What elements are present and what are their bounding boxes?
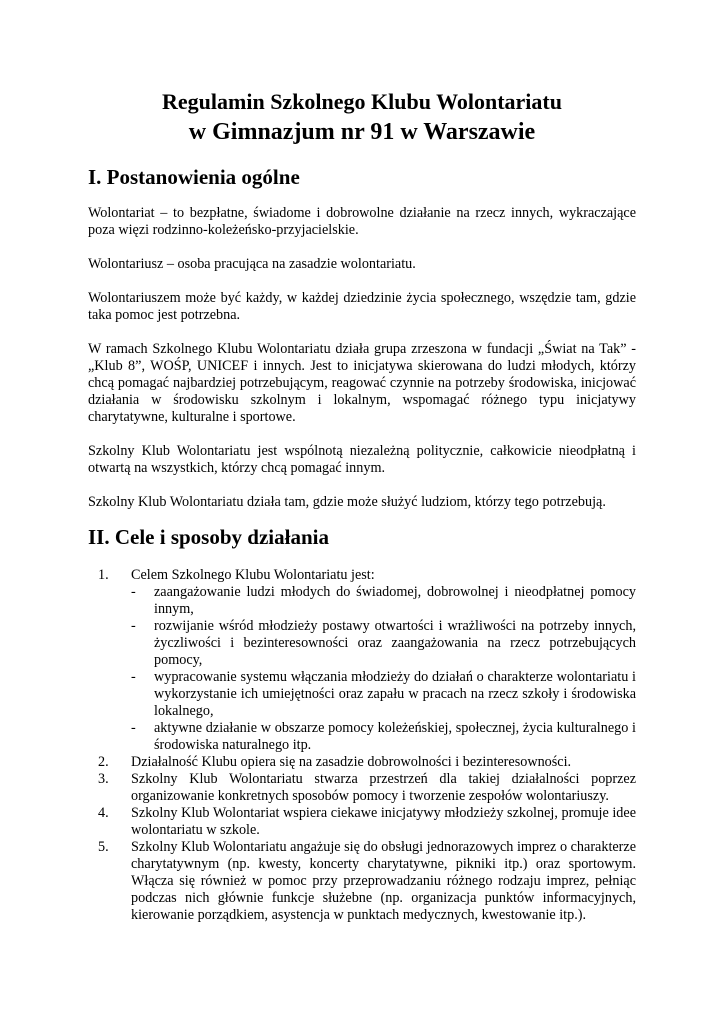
list-item-number: 3. (98, 771, 109, 787)
paragraph-wspolnota: Szkolny Klub Wolontariatu jest wspólnotą niezależną politycznie, całkowicie nieodpłatną i otwartą na wszystkich, którzy chcą pomagać innym. (88, 443, 636, 476)
paragraph-dziala-tam: Szkolny Klub Wolontariatu działa tam, gdzie może służyć ludziom, którzy tego potrzebują. (88, 494, 606, 510)
sub-list-item-text: wypracowanie systemu włączania młodzieży do działań o charakterze wolontariatu i wykorzystanie ich umiejętności oraz zapału w pracach na rzecz szkoły i środowiska lokalnego, (154, 669, 636, 719)
list-item-number: 5. (98, 839, 109, 855)
dash-bullet: - (131, 618, 136, 634)
list-item (0, 839, 724, 924)
list-item-number: 4. (98, 805, 109, 821)
list-item-text: Szkolny Klub Wolontariat wspiera ciekawe inicjatywy młodzieży szkolnej, promuje idee wolontariatu w szkole. (131, 805, 636, 838)
sub-list-item (131, 669, 636, 720)
list-item (0, 771, 724, 805)
sub-list-item (131, 584, 636, 618)
document-title-line-1: Regulamin Szkolnego Klubu Wolontariatu (162, 89, 562, 114)
list-item-text: Szkolny Klub Wolontariatu angażuje się do obsługi jednorazowych imprez o charakterze charytatywnym (np. kwesty, koncerty charytatywne, pikniki itp.) oraz sportowym. Włącza się również w pomoc przy przeprowadzaniu różnego rodzaju imprez, pełniąc podczas nich głównie funkcje służebne (np. organizacja punktów informacyjnych, kierowanie porządkiem, asystencja w punktach medycznych, kwestowanie itp.). (131, 839, 636, 923)
sub-list-item-text: rozwijanie wśród młodzieży postawy otwartości i wrażliwości na potrzeby innych, życzliwości i bezinteresowności oraz zaangażowania na rzecz potrzebujących pomocy, (154, 618, 636, 668)
sub-list-item (131, 618, 636, 669)
dash-bullet: - (131, 669, 136, 685)
section-2-heading: II. Cele i sposoby działania (88, 525, 329, 549)
document-title-line-2: w Gimnazjum nr 91 w Warszawie (188, 119, 536, 145)
sub-list-item-text: zaangażowanie ludzi młodych do świadomej, dobrowolnej i nieodpłatnej pomocy innym, (154, 584, 636, 617)
list-item (0, 567, 724, 584)
list-item (0, 754, 724, 771)
list-item-text: Działalność Klubu opiera się na zasadzie dobrowolności i bezinteresowności. (131, 754, 572, 770)
paragraph-wolontariusz: Wolontariusz – osoba pracująca na zasadzie wolontariatu. (88, 256, 416, 272)
paragraph-w-ramach: W ramach Szkolnego Klubu Wolontariatu działa grupa zrzeszona w fundacji „Świat na Tak” - „Klub 8”, WOŚP, UNICEF i innych. Jest to inicjatywa skierowana do ludzi młodych, którzy chcą pomagać najbardziej potrzebującym, reagować czynnie na potrzeby środowiska, inicjować działania w środowisku szkolnym i lokalnym, wspomagać różnego typu inicjatywy charytatywne, kulturalne i sportowe. (88, 341, 636, 425)
goals-list (0, 567, 724, 924)
list-item-text: Celem Szkolnego Klubu Wolontariatu jest: (131, 567, 375, 583)
dash-bullet: - (131, 584, 136, 600)
list-item (0, 805, 724, 839)
paragraph-wolontariuszem: Wolontariuszem może być każdy, w każdej dziedzinie życia społecznego, wszędzie tam, gdzie taka pomoc jest potrzebna. (88, 290, 636, 323)
list-item-number: 2. (98, 754, 109, 770)
section-1-heading: I. Postanowienia ogólne (88, 165, 300, 189)
paragraph-wolontariat: Wolontariat – to bezpłatne, świadome i dobrowolne działanie na rzecz innych, wykraczające poza więzi rodzinno-koleżeńsko-przyjacielskie. (88, 205, 636, 238)
list-item-number: 1. (98, 567, 109, 583)
sub-list-item (131, 720, 636, 754)
list-item-text: Szkolny Klub Wolontariatu stwarza przestrzeń dla takiej działalności poprzez organizowanie konkretnych sposobów pomocy i tworzenie zespołów wolontariuszy. (131, 771, 636, 804)
sub-list-item-text: aktywne działanie w obszarze pomocy koleżeńskiej, społecznej, życia kulturalnego i środowiska naturalnego itp. (154, 720, 636, 753)
dash-bullet: - (131, 720, 136, 736)
